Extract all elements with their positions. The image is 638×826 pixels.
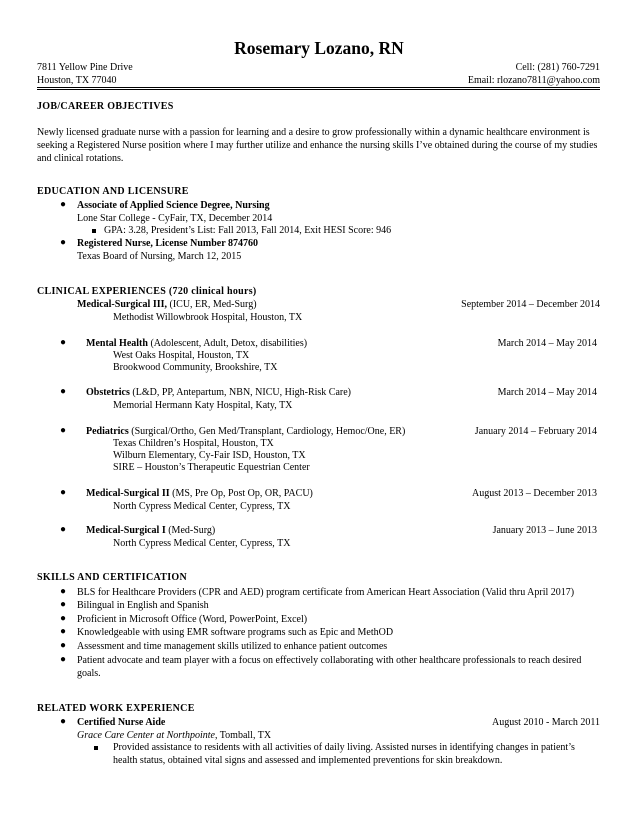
address-line-1: 7811 Yellow Pine Drive	[37, 62, 133, 73]
objectives-text: Newly licensed graduate nurse with a passion for learning and a desire to grow professionally within a dynamic healthcare environment is seeking a Registered Nurse position where I may further utilize and enhance the nursing skills I’ve obtained during the course of my studies and clinical rotations.	[37, 127, 598, 165]
clinical-site: Methodist Willowbrook Hospital, Houston, TX	[113, 312, 303, 323]
clinical-dates: September 2014 – December 2014	[461, 299, 600, 310]
work-title: Certified Nurse Aide	[77, 717, 166, 728]
bullet-icon: ●	[60, 237, 67, 248]
clinical-site: Brookwood Community, Brookshire, TX	[113, 362, 278, 373]
clinical-title: Medical-Surgical I	[86, 525, 166, 536]
education-school: Lone Star College - CyFair, TX, December 2014	[77, 213, 273, 224]
bullet-icon: ●	[60, 199, 67, 210]
address-line-2: Houston, TX 77040	[37, 75, 117, 86]
clinical-site: SIRE – Houston’s Therapeutic Equestrian Center	[113, 462, 310, 473]
bullet-icon: ●	[60, 487, 67, 498]
skill-item: BLS for Healthcare Providers (CPR and AED) program certificate from American Heart Association (Valid thru April 2017)	[77, 587, 575, 598]
bullet-icon: ●	[60, 654, 67, 665]
clinical-item	[86, 386, 351, 399]
clinical-dates: January 2014 – February 2014	[474, 426, 597, 437]
bullet-icon: ●	[60, 640, 67, 651]
bullet-icon: ●	[60, 425, 67, 436]
education-heading: EDUCATION AND LICENSURE	[37, 186, 189, 197]
header-divider-2	[37, 89, 600, 90]
square-bullet-icon	[94, 746, 98, 750]
skill-item: Knowledgeable with using EMR software programs such as Epic and MethOD	[77, 627, 394, 638]
clinical-title: Medical-Surgical III,	[77, 299, 167, 310]
candidate-name: Rosemary Lozano, RN	[234, 38, 404, 58]
clinical-desc: (Adolescent, Adult, Detox, disabilities)	[147, 338, 308, 349]
work-heading: RELATED WORK EXPERIENCE	[37, 703, 195, 714]
education-gpa: GPA: 3.28, President’s List: Fall 2013, Fall 2014, Exit HESI Score: 946	[104, 225, 392, 236]
work-location: , Tomball, TX	[214, 730, 272, 741]
bullet-icon: ●	[60, 386, 67, 397]
clinical-dates: January 2013 – June 2013	[492, 525, 597, 536]
clinical-desc: (MS, Pre Op, Post Op, OR, PACU)	[169, 488, 313, 499]
skill-item: Assessment and time management skills utilized to enhance patient outcomes	[77, 641, 388, 652]
clinical-item	[77, 298, 257, 311]
clinical-site: Memorial Hermann Katy Hospital, Katy, TX	[113, 400, 293, 411]
skill-item: Proficient in Microsoft Office (Word, PowerPoint, Excel)	[77, 614, 308, 625]
clinical-title: Medical-Surgical II	[86, 488, 170, 499]
clinical-desc: (Med-Surg)	[165, 525, 216, 536]
clinical-desc: (ICU, ER, Med-Surg)	[167, 299, 257, 310]
clinical-site: North Cypress Medical Center, Cypress, TX	[113, 538, 291, 549]
email[interactable]: Email: rlozano7811@yahoo.com	[467, 75, 600, 86]
clinical-title: Pediatrics	[86, 426, 129, 437]
bullet-icon: ●	[60, 524, 67, 535]
phone: Cell: (281) 760-7291	[515, 62, 600, 73]
bullet-icon: ●	[60, 626, 67, 637]
clinical-site: West Oaks Hospital, Houston, TX	[113, 350, 250, 361]
work-employer: Grace Care Center at Northpointe	[77, 730, 215, 741]
clinical-dates: August 2013 – December 2013	[472, 488, 597, 499]
clinical-desc: (Surgical/Ortho, Gen Med/Transplant, Cardiology, Hemoc/One, ER)	[128, 426, 406, 437]
clinical-site: North Cypress Medical Center, Cypress, TX	[113, 501, 291, 512]
clinical-title: Mental Health	[86, 338, 148, 349]
clinical-item	[86, 487, 313, 500]
clinical-site: Texas Children’s Hospital, Houston, TX	[113, 438, 274, 449]
clinical-item	[86, 524, 215, 537]
skill-item: Patient advocate and team player with a focus on effectively collaborating with other healthcare professionals to reach desired goals.	[77, 655, 582, 680]
objectives-heading: JOB/CAREER OBJECTIVES	[37, 101, 174, 112]
education-degree: Associate of Applied Science Degree, Nursing	[77, 200, 270, 211]
skill-item: Bilingual in English and Spanish	[77, 600, 209, 611]
clinical-title: Obstetrics	[86, 387, 130, 398]
bullet-icon: ●	[60, 599, 67, 610]
license-board: Texas Board of Nursing, March 12, 2015	[77, 251, 242, 262]
clinical-heading: CLINICAL EXPERIENCES (720 clinical hours)	[37, 286, 257, 297]
bullet-icon: ●	[60, 613, 67, 624]
clinical-dates: March 2014 – May 2014	[497, 338, 597, 349]
header-divider	[37, 87, 600, 88]
work-duty: Provided assistance to residents with all activities of daily living. Assisted nurses in identifying changes in patient’s health status, obtained vital signs and assessed and implemented preventions for skin breakdown.	[113, 742, 575, 767]
clinical-site: Wilburn Elementary, Cy-Fair ISD, Houston, TX	[113, 450, 306, 461]
bullet-icon: ●	[60, 337, 67, 348]
work-dates: August 2010 - March 2011	[492, 717, 600, 728]
clinical-dates: March 2014 – May 2014	[497, 387, 597, 398]
square-bullet-icon	[92, 229, 96, 233]
skills-heading: SKILLS AND CERTIFICATION	[37, 572, 188, 583]
bullet-icon: ●	[60, 586, 67, 597]
clinical-desc: (L&D, PP, Antepartum, NBN, NICU, High-Risk Care)	[129, 387, 351, 398]
license-title: Registered Nurse, License Number 874760	[77, 238, 258, 249]
bullet-icon: ●	[60, 716, 67, 727]
